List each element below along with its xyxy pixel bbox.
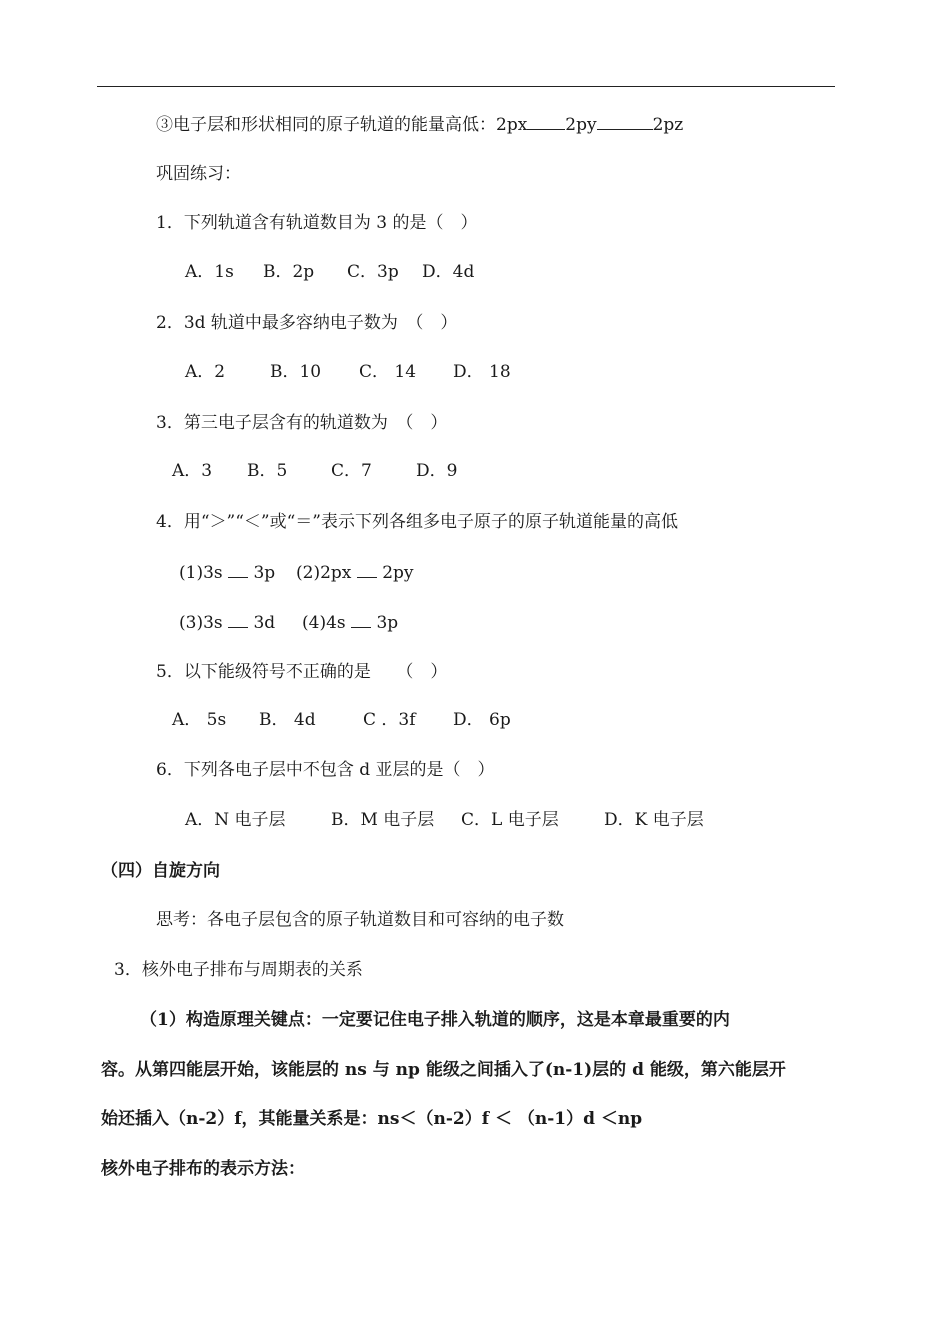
q4-item-1-left: (1)3s	[179, 563, 223, 583]
q5-option-d[interactable]: D． 6p	[453, 710, 511, 730]
q4-item-4	[302, 612, 398, 633]
question-2-stem: 2．3d 轨道中最多容纳电子数为 （ ）	[156, 313, 458, 333]
q2-option-d[interactable]: D． 18	[453, 362, 511, 382]
q2-option-b[interactable]: B．10	[270, 362, 322, 382]
q4-item-3-left: (3)3s	[179, 613, 223, 633]
q1-option-c[interactable]: C．3p	[347, 262, 399, 282]
orbital-2py: 2py	[565, 115, 597, 135]
q2-option-c[interactable]: C． 14	[359, 362, 417, 382]
answer-blank[interactable]	[351, 612, 371, 628]
q1-option-b[interactable]: B．2p	[263, 262, 315, 282]
orbital-2pz: 2pz	[652, 115, 684, 135]
paragraph-line-4: 核外电子排布的表示方法：	[101, 1159, 305, 1179]
q4-item-1	[179, 562, 275, 583]
q5-option-a[interactable]: A． 5s	[172, 710, 227, 730]
q4-item-2-left: (2)2px	[296, 563, 352, 583]
q6-option-a[interactable]: A．N 电子层	[185, 810, 286, 830]
q5-option-c[interactable]: C ．3f	[363, 710, 416, 730]
paragraph-line-1: （1）构造原理关键点：一定要记住电子排入轨道的顺序，这是本章最重要的内	[140, 1010, 730, 1030]
paragraph-line-3: 始还插入（n-2）f，其能量关系是：ns＜（n-2）f ＜ （n-1）d ＜np	[101, 1109, 643, 1129]
paragraph-line-2: 容。从第四能层开始，该能层的 ns 与 np 能级之间插入了(n-1)层的 d 能级，第六能层开	[101, 1060, 786, 1080]
q1-option-d[interactable]: D．4d	[422, 262, 475, 282]
q4-item-2-right: 2py	[382, 563, 414, 583]
question-5-stem: 5．以下能级符号不正确的是 （ ）	[156, 662, 448, 682]
section-3-heading: 3．核外电子排布与周期表的关系	[114, 960, 363, 980]
q2-option-a[interactable]: A．2	[185, 362, 226, 382]
orbital-energy-text: ③电子层和形状相同的原子轨道的能量高低：2px	[156, 115, 528, 135]
q3-option-b[interactable]: B．5	[247, 461, 288, 481]
answer-blank[interactable]	[357, 562, 377, 578]
q1-option-a[interactable]: A．1s	[185, 262, 234, 282]
header-rule	[97, 86, 835, 87]
q4-item-2	[296, 562, 414, 583]
answer-blank[interactable]	[597, 114, 653, 130]
question-4-stem: 4．用“＞”“＜”或“＝”表示下列各组多电子原子的原子轨道能量的高低	[156, 512, 678, 532]
q6-option-b[interactable]: B．M 电子层	[331, 810, 435, 830]
q4-item-4-right: 3p	[376, 613, 399, 633]
answer-blank[interactable]	[527, 114, 565, 130]
question-6-stem: 6．下列各电子层中不包含 d 亚层的是（ ）	[156, 760, 495, 780]
q4-item-4-left: (4)4s	[302, 613, 346, 633]
question-1-stem: 1．下列轨道含有轨道数目为 3 的是（ ）	[156, 213, 478, 233]
q6-option-d[interactable]: D．K 电子层	[604, 810, 704, 830]
q6-option-c[interactable]: C．L 电子层	[461, 810, 559, 830]
practice-heading: 巩固练习：	[156, 164, 241, 184]
q4-item-3-right: 3d	[253, 613, 276, 633]
question-3-stem: 3．第三电子层含有的轨道数为 （ ）	[156, 413, 448, 433]
q3-option-a[interactable]: A．3	[172, 461, 213, 481]
q3-option-d[interactable]: D．9	[416, 461, 458, 481]
think-prompt: 思考：各电子层包含的原子轨道数目和可容纳的电子数	[156, 910, 564, 930]
q4-item-1-right: 3p	[253, 563, 276, 583]
section-4-heading: （四）自旋方向	[101, 861, 220, 881]
answer-blank[interactable]	[228, 562, 248, 578]
orbital-energy-line	[156, 114, 683, 135]
q3-option-c[interactable]: C．7	[331, 461, 372, 481]
answer-blank[interactable]	[228, 612, 248, 628]
q4-item-3	[179, 612, 275, 633]
q5-option-b[interactable]: B． 4d	[259, 710, 316, 730]
